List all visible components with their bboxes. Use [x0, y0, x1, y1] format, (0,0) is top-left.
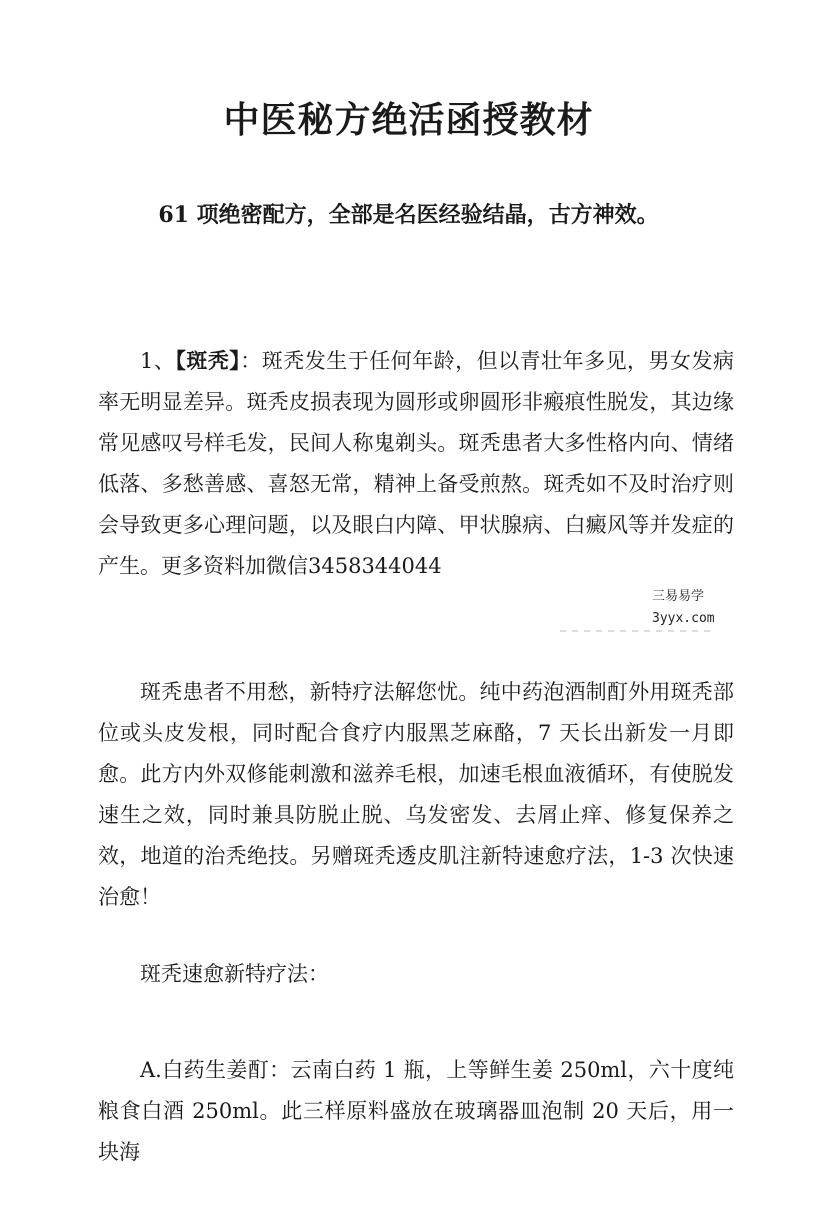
page-title: 中医秘方绝活函授教材	[223, 99, 594, 141]
paragraph-recipe-a: A.白药生姜酊：云南白药 1 瓶，上等鲜生姜 250ml，六十度纯粮食白酒 250ml。此三样原料盛放在玻璃器皿泡制 20 天后，用一块海	[98, 1058, 734, 1164]
page-subtitle: 61 项绝密配方，全部是名医经验结晶，古方神效。	[158, 202, 659, 228]
watermark-line-2: 3yyx.com	[652, 611, 715, 626]
item-number: 1、	[140, 349, 176, 373]
paragraph-alopecia-intro	[98, 340, 734, 587]
site-watermark	[652, 586, 732, 630]
paragraph-text: ：斑秃发生于任何年龄，但以青壮年多见，男女发病率无明显差异。斑秃皮损表现为圆形或卵圆形非瘢痕性脱发，其边缘常见感叹号样毛发，民间人称鬼剃头。斑秃患者大多性格内向、情绪低落、多愁善感、喜怒无常，精神上备受煎熬。斑秃如不及时治疗则会导致更多心理问题，以及眼白内障、甲状腺病、白癜风等并发症的产生。更多资料加微信3458344044	[98, 349, 735, 578]
paragraph-method-heading: 斑秃速愈新特疗法：	[140, 962, 329, 986]
item-heading: 【斑秃】	[175, 348, 241, 373]
watermark-line-1: 三易易学	[652, 589, 705, 604]
watermark-dotted-rule	[560, 630, 710, 632]
paragraph-treatment-overview: 斑秃患者不用愁，新特疗法解您忧。纯中药泡酒制酊外用斑秃部位或头皮发根，同时配合食疗内服黑芝麻酪，7 天长出新发一月即愈。此方内外双修能刺激和滋养毛根，加速毛根血液循环，有使脱发速生之效，同时兼具防脱止脱、乌发密发、去屑止痒、修复保养之效，地道的治秃绝技。另赠斑秃透皮肌注新特速愈疗法，1-3 次快速治愈！	[98, 680, 734, 909]
